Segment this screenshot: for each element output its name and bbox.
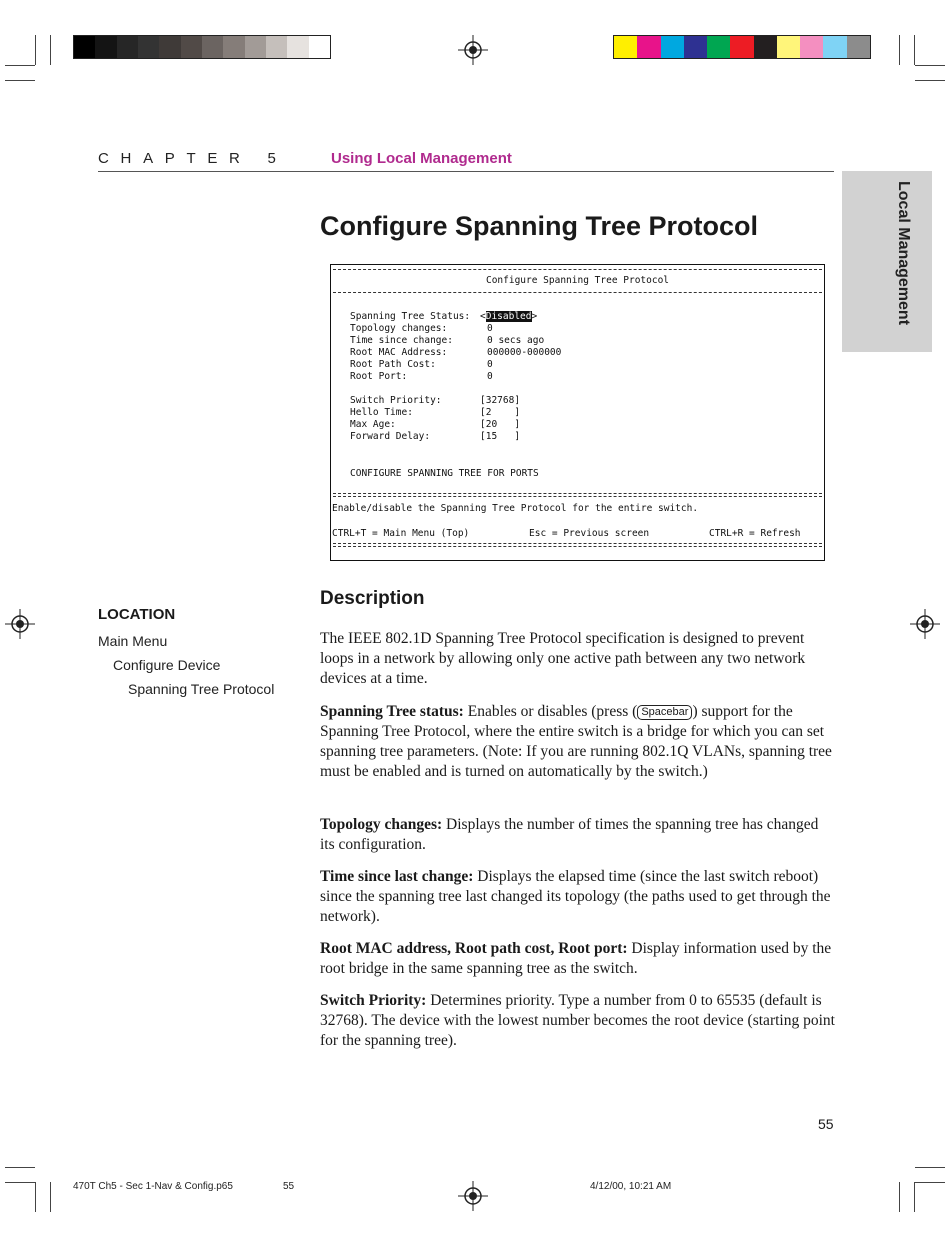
color-swatch (266, 36, 287, 58)
color-swatch (181, 36, 202, 58)
field-label: Time since change: (350, 335, 453, 346)
shortcut-refresh[interactable]: CTRL+R = Refresh (709, 528, 801, 539)
page-number: 55 (818, 1116, 834, 1132)
field-value: 0 secs ago (487, 335, 545, 346)
field-label: Switch Priority: (350, 395, 442, 406)
shortcut-previous-screen[interactable]: Esc = Previous screen (529, 528, 650, 539)
color-swatch (823, 36, 846, 58)
location-path-configure-device: Configure Device (113, 657, 221, 673)
terminal-title: Configure Spanning Tree Protocol (485, 275, 670, 286)
field-label: Root Port: (350, 371, 408, 382)
desc-item-root-info (320, 939, 836, 979)
color-swatch (138, 36, 159, 58)
divider (333, 493, 822, 497)
spacebar-key-icon: Spacebar (637, 705, 692, 720)
color-swatch (730, 36, 753, 58)
registration-mark-icon (458, 35, 488, 65)
definition: ) support for the Spanning Tree Protocol, where the entire switch is a bridge for which you can set spanning tree parameters. (Note: If you are running 802.1Q VLANs, spanning tree must be enabled and is turned on automatically by the switch.) (320, 703, 832, 780)
desc-item-spanning-tree-status: Spanning Tree status: Enables or disables (press ( Spacebar ) support for the Spanning Tree Protocol, where the entire switch is a bridge for which you can set spanning tree parameters. (Note: If you are running 802.1Q VLANs, spanning tree must be enabled and is turned on automatically by the switch.) (320, 703, 832, 780)
registration-mark-icon (458, 1181, 488, 1211)
desc-item-switch-priority (320, 991, 836, 1051)
footer-page: 55 (283, 1181, 295, 1192)
side-tab (842, 171, 932, 352)
terminal-help-text: Enable/disable the Spanning Tree Protocol for the entire switch. (332, 503, 699, 514)
divider (333, 543, 822, 547)
color-swatch (707, 36, 730, 58)
color-swatch (95, 36, 116, 58)
chapter-label: CHAPTER 5 (98, 150, 288, 167)
color-swatch (800, 36, 823, 58)
definition: Enables or disables (press (467, 703, 629, 720)
status-value: Disabled (485, 311, 532, 322)
definition: Determines priority. Type a number from 0 to 65535 (default is 32768). The device with the lowest number becomes the root device (starting point for the spanning tree). (320, 992, 835, 1049)
field-value: 0 (487, 371, 493, 382)
definition: Display information used by the root bridge in the same spanning tree as the switch. (320, 940, 832, 977)
color-swatch (223, 36, 244, 58)
color-swatch (287, 36, 308, 58)
term: Switch Priority: (320, 992, 427, 1009)
registration-mark-icon (910, 609, 940, 639)
terminal-screen (330, 264, 825, 561)
definition: Displays the number of times the spanning tree has changed its configuration. (320, 816, 819, 853)
color-swatch (202, 36, 223, 58)
grayscale-calibration-bar (73, 35, 331, 59)
field-label: Root MAC Address: (350, 347, 448, 358)
color-swatch (309, 36, 330, 58)
color-swatch (777, 36, 800, 58)
field-label: Root Path Cost: (350, 359, 436, 370)
shortcut-main-menu[interactable]: CTRL+T = Main Menu (Top) (332, 528, 470, 539)
term: Topology changes: (320, 816, 443, 833)
term: Spanning Tree status: (320, 703, 464, 720)
color-swatch (74, 36, 95, 58)
color-swatch (614, 36, 637, 58)
desc-item-topology-changes (320, 815, 836, 855)
field-label: Max Age: (350, 419, 396, 430)
editable-field-value[interactable]: [2 ] (480, 407, 521, 418)
editable-field-value[interactable]: [15 ] (480, 431, 521, 442)
color-calibration-bar (613, 35, 871, 59)
field-value: 0 (487, 323, 493, 334)
spanning-tree-status-toggle[interactable]: <Disabled> (480, 311, 538, 322)
description-intro: The IEEE 802.1D Spanning Tree Protocol specification is designed to prevent loops in a network by allowing only one active path between any two network devices at a time. (320, 630, 806, 687)
location-path-main-menu: Main Menu (98, 633, 168, 649)
page-title: Configure Spanning Tree Protocol (320, 211, 759, 241)
field-label: Hello Time: (350, 407, 413, 418)
location-heading: LOCATION (98, 606, 176, 623)
color-swatch (637, 36, 660, 58)
location-path-spanning-tree: Spanning Tree Protocol (128, 681, 275, 697)
divider (333, 292, 822, 293)
definition: Displays the elapsed time (since the last switch reboot) since the spanning tree last changed its topology (the paths used to get through the network). (320, 868, 831, 925)
color-swatch (117, 36, 138, 58)
field-label: Forward Delay: (350, 431, 431, 442)
chapter-title: Using Local Management (331, 150, 512, 167)
field-label: Topology changes: (350, 323, 448, 334)
editable-field-value[interactable]: [32768] (480, 395, 521, 406)
header-divider (98, 171, 834, 172)
term: Time since last change: (320, 868, 474, 885)
side-tab-label: Local Management (895, 181, 912, 326)
term: Root MAC address, Root path cost, Root port: (320, 940, 628, 957)
color-swatch (661, 36, 684, 58)
field-value: 0 (487, 359, 493, 370)
color-swatch (847, 36, 870, 58)
ports-menu-item[interactable]: CONFIGURE SPANNING TREE FOR PORTS (350, 468, 539, 479)
color-swatch (159, 36, 180, 58)
color-swatch (245, 36, 266, 58)
editable-field-value[interactable]: [20 ] (480, 419, 521, 430)
field-label: Spanning Tree Status: (350, 311, 471, 322)
color-swatch (684, 36, 707, 58)
registration-mark-icon (5, 609, 35, 639)
footer-filename: 470T Ch5 - Sec 1-Nav & Config.p65 (73, 1181, 233, 1192)
field-value: 000000-000000 (487, 347, 562, 358)
description-heading: Description (320, 588, 425, 609)
desc-item-time-since-change (320, 867, 836, 927)
footer-timestamp: 4/12/00, 10:21 AM (590, 1181, 672, 1192)
divider (333, 269, 822, 270)
color-swatch (754, 36, 777, 58)
